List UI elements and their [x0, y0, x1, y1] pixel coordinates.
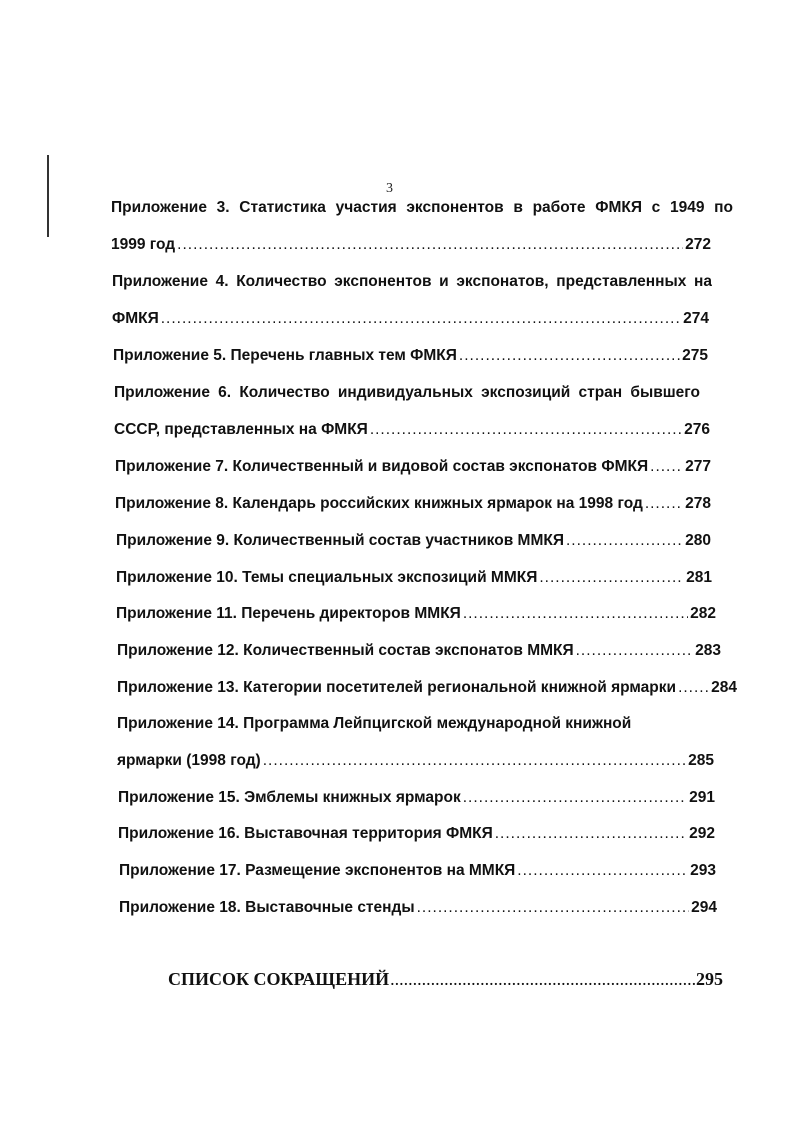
toc-entry-4-line2[interactable] [112, 308, 709, 330]
toc-page-number: 283 [695, 642, 721, 659]
toc-page-number: 274 [683, 310, 709, 327]
toc-entry-text: Приложение 13. Категории посетителей региональной книжной ярмарки [117, 679, 677, 696]
toc-entry-15[interactable] [118, 787, 715, 809]
toc-entry-text: 1999 год [111, 236, 176, 253]
toc-entry-text: Приложение 14. Программа Лейпцигской международной книжной [117, 715, 632, 732]
dot-leader [390, 966, 695, 992]
toc-entry-7[interactable] [115, 456, 711, 478]
dot-leader [161, 308, 681, 330]
toc-entry-text: Приложение 3. Статистика участия экспонентов в работе ФМКЯ с 1949 по [111, 199, 733, 216]
toc-page-number: 284 [711, 679, 737, 696]
toc-entry-6-line2[interactable] [114, 419, 710, 441]
dot-leader [459, 345, 680, 367]
toc-entry-text: Приложение 16. Выставочная территория ФМКЯ [118, 825, 493, 842]
dot-leader [463, 603, 688, 625]
toc-entry-text: СПИСОК СОКРАЩЕНИЙ [168, 969, 390, 989]
dot-leader [576, 640, 694, 662]
toc-entry-16[interactable] [118, 823, 715, 845]
dot-leader [517, 860, 688, 882]
dot-leader [263, 750, 686, 772]
toc-entry-text: СССР, представленных на ФМКЯ [114, 421, 368, 438]
toc-page-number: 291 [689, 789, 715, 806]
toc-entry-text: Приложение 5. Перечень главных тем ФМКЯ [113, 347, 457, 364]
toc-entry-9[interactable] [116, 530, 711, 552]
toc-entry-text: Приложение 7. Количественный и видовой состав экспонатов ФМКЯ [115, 458, 649, 475]
toc-entry-3-line1[interactable] [111, 197, 733, 219]
toc-entry-text: Приложение 9. Количественный состав участников ММКЯ [116, 532, 564, 549]
toc-page-number: 272 [685, 236, 711, 253]
dot-leader [678, 677, 709, 699]
toc-entry-text: Приложение 17. Размещение экспонентов на ММКЯ [119, 862, 516, 879]
toc-entry-17[interactable] [119, 860, 716, 882]
toc-entry-text: Приложение 12. Количественный состав экспонатов ММКЯ [117, 642, 574, 659]
dot-leader [417, 897, 690, 919]
toc-entry-8[interactable] [115, 493, 711, 515]
page-number: 3 [386, 181, 393, 196]
toc-entry-text: Приложение 10. Темы специальных экспозиций ММКЯ [116, 569, 538, 586]
toc-page-number: 285 [688, 752, 714, 769]
toc-page-number: 294 [691, 899, 717, 916]
toc-entry-18[interactable] [119, 897, 717, 919]
toc-page-number: 281 [686, 569, 712, 586]
toc-entry-text: ярмарки (1998 год) [117, 752, 261, 769]
dot-leader [463, 787, 687, 809]
toc-entry-14-line1[interactable] [117, 713, 657, 735]
toc-entry-14-line2[interactable] [117, 750, 714, 772]
dot-leader [495, 823, 687, 845]
toc-entry-5[interactable] [113, 345, 708, 367]
dot-leader [650, 456, 683, 478]
toc-entry-3-line2[interactable] [111, 234, 711, 256]
toc-entry-text: Приложение 18. Выставочные стенды [119, 899, 415, 916]
toc-entry-10[interactable] [116, 567, 712, 589]
toc-entry-abbreviations[interactable] [168, 966, 723, 992]
toc-entry-text: Приложение 11. Перечень директоров ММКЯ [116, 605, 461, 622]
dot-leader [645, 493, 683, 515]
toc-page-number: 282 [690, 605, 716, 622]
toc-page-number: 276 [684, 421, 710, 438]
toc-entry-4-line1[interactable] [112, 271, 712, 293]
toc-entry-text: Приложение 15. Эмблемы книжных ярмарок [118, 789, 461, 806]
toc-entry-text: ФМКЯ [112, 310, 159, 327]
toc-page-number: 277 [685, 458, 711, 475]
toc-entry-text: Приложение 4. Количество экспонентов и экспонатов, представленных на [112, 273, 712, 290]
toc-entry-13[interactable] [117, 677, 737, 699]
dot-leader [566, 530, 683, 552]
toc-page-number: 293 [690, 862, 716, 879]
toc-entry-12[interactable] [117, 640, 721, 662]
toc-page-number: 280 [685, 532, 711, 549]
dot-leader [177, 234, 683, 256]
toc-page-number: 278 [685, 495, 711, 512]
toc-entry-text: Приложение 8. Календарь российских книжных ярмарок на 1998 год [115, 495, 643, 512]
toc-page-number: 295 [696, 969, 723, 989]
toc-page-number: 275 [682, 347, 708, 364]
dot-leader [539, 567, 684, 589]
toc-page-number: 292 [689, 825, 715, 842]
toc-entry-11[interactable] [116, 603, 716, 625]
dot-leader [370, 419, 682, 441]
toc-entry-6-line1[interactable] [114, 382, 700, 404]
toc-entry-text: Приложение 6. Количество индивидуальных экспозиций стран бывшего [114, 384, 700, 401]
